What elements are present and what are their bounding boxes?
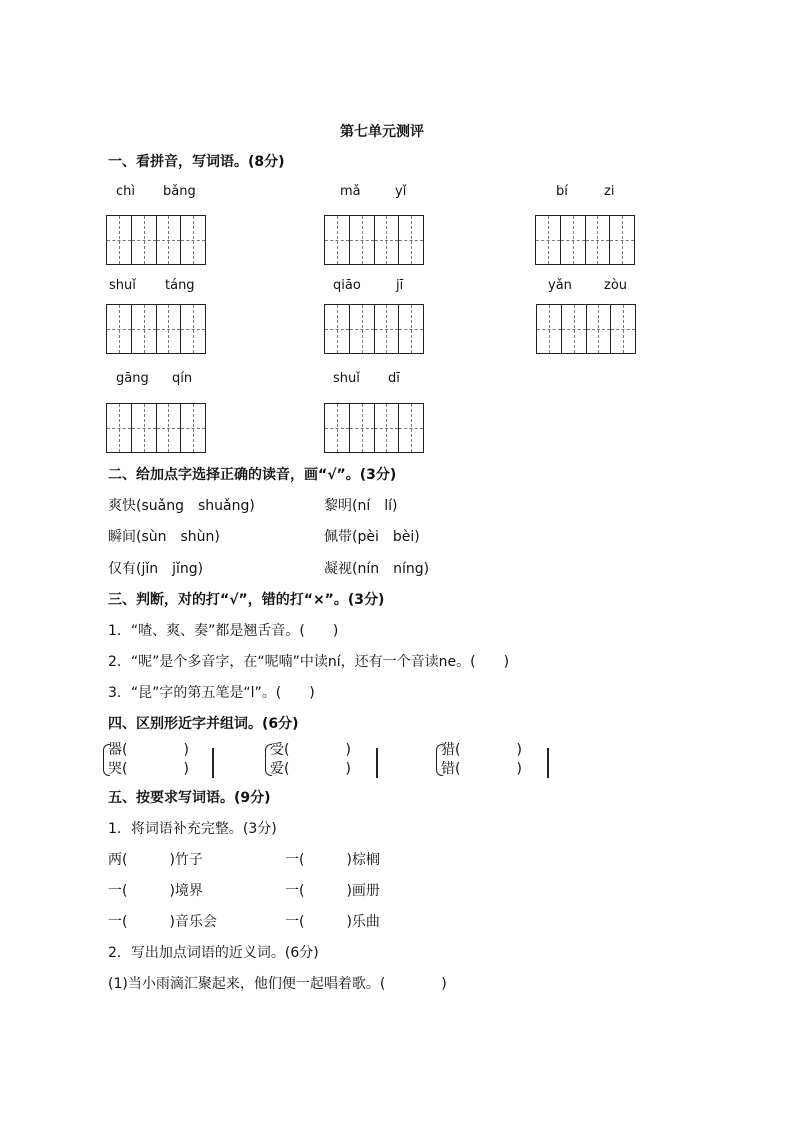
fill-item[interactable]: 一( )境界	[108, 883, 203, 899]
pronunciation-item[interactable]: 爽快(suǎng shuǎng)	[108, 498, 255, 514]
fill-item[interactable]: 一( )棕榈	[285, 852, 380, 868]
page-title: 第七单元测评	[340, 124, 424, 140]
writing-grid[interactable]	[106, 215, 206, 265]
writing-grid[interactable]	[324, 304, 424, 354]
pinyin: gāng	[116, 371, 149, 386]
section4-heading: 四、区别形近字并组词。(6分)	[108, 716, 299, 732]
pronunciation-item[interactable]: 黎明(ní lí)	[324, 498, 398, 514]
brace	[547, 748, 551, 778]
pinyin: shuǐ	[333, 371, 360, 386]
fill-item[interactable]: 一( )音乐会	[108, 914, 217, 930]
section3-heading: 三、判断，对的打“√”，错的打“×”。(3分)	[108, 592, 385, 608]
pinyin: táng	[165, 278, 195, 293]
section1-heading: 一、看拼音，写词语。(8分)	[108, 154, 285, 170]
subsection-heading: 1．将词语补充完整。(3分)	[108, 821, 277, 837]
pinyin: shuǐ	[109, 278, 136, 293]
fill-item[interactable]: 两( )竹子	[108, 852, 203, 868]
pinyin: zòu	[604, 278, 628, 293]
judge-item[interactable]: 1．“喳、爽、奏”都是翘舌音。( )	[108, 623, 339, 639]
fill-item[interactable]: 一( )乐曲	[285, 914, 380, 930]
section5-heading: 五、按要求写词语。(9分)	[108, 790, 271, 806]
fill-item[interactable]: 一( )画册	[285, 883, 380, 899]
word-pair-item[interactable]: 哭( )	[108, 761, 189, 777]
pronunciation-item[interactable]: 瞬间(sùn shùn)	[108, 529, 220, 545]
pronunciation-item[interactable]: 仅有(jǐn jǐng)	[108, 561, 204, 577]
pinyin: bí	[556, 184, 568, 199]
pinyin: dī	[388, 371, 400, 386]
synonym-question[interactable]: (1)当小雨滴汇聚起来，他们便一起唱着歌。( )	[108, 976, 447, 992]
word-pair-item[interactable]: 器( )	[108, 742, 189, 758]
brace	[376, 748, 380, 778]
section2-heading: 二、给加点字选择正确的读音，画“√”。(3分)	[108, 467, 397, 483]
pinyin: chì	[116, 184, 135, 199]
pinyin: bǎng	[163, 184, 196, 199]
writing-grid[interactable]	[106, 403, 206, 453]
writing-grid[interactable]	[536, 304, 636, 354]
pinyin: jī	[396, 278, 404, 293]
pinyin: yǎn	[548, 278, 572, 293]
word-pair-item[interactable]: 猎( )	[441, 742, 522, 758]
subsection-heading: 2．写出加点词语的近义词。(6分)	[108, 945, 319, 961]
judge-item[interactable]: 2．“呢”是个多音字，在“呢喃”中读ní，还有一个音读ne。( )	[108, 654, 510, 670]
word-pair-item[interactable]: 爱( )	[270, 761, 351, 777]
writing-grid[interactable]	[324, 403, 424, 453]
pronunciation-item[interactable]: 凝视(nín níng)	[324, 561, 430, 577]
writing-grid[interactable]	[324, 215, 424, 265]
pinyin: yǐ	[395, 184, 407, 199]
pinyin: mǎ	[340, 184, 361, 199]
pinyin: zi	[604, 184, 615, 199]
writing-grid[interactable]	[535, 215, 635, 265]
pronunciation-item[interactable]: 佩带(pèi bèi)	[324, 529, 420, 545]
brace	[212, 748, 216, 778]
judge-item[interactable]: 3．“昆”字的第五笔是“l”。( )	[108, 685, 315, 701]
pinyin: qín	[172, 371, 193, 386]
writing-grid[interactable]	[106, 304, 206, 354]
pinyin: qiāo	[333, 278, 361, 293]
word-pair-item[interactable]: 错( )	[441, 761, 522, 777]
word-pair-item[interactable]: 受( )	[270, 742, 351, 758]
